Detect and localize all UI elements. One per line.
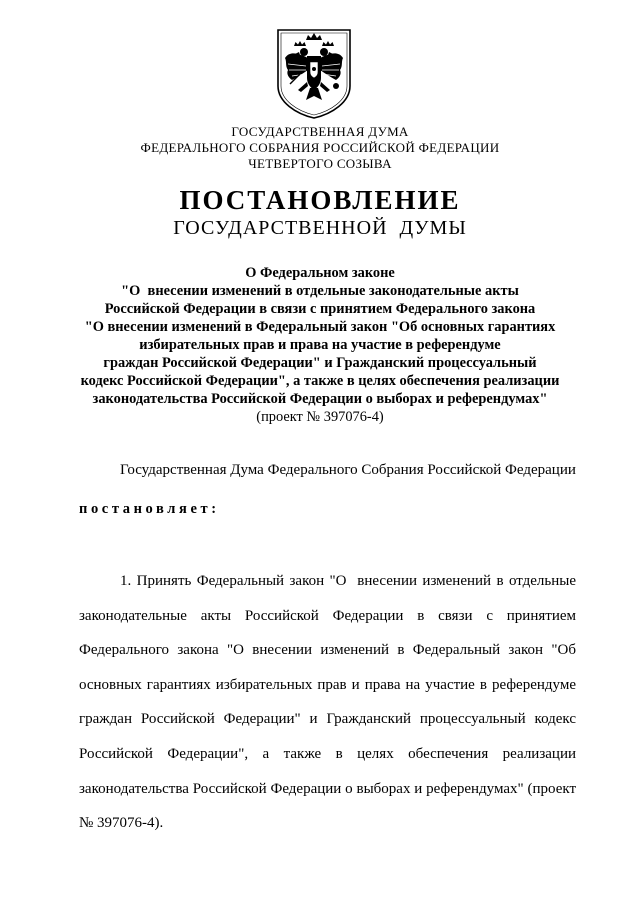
header-line-2: ФЕДЕРАЛЬНОГО СОБРАНИЯ РОССИЙСКОЙ ФЕДЕРАЦИИ (140, 140, 500, 155)
russian-coat-of-arms-icon (276, 28, 352, 120)
subject-line: "О внесении изменений в отдельные законодательные акты (121, 283, 519, 299)
subject-line: "О внесении изменений в Федеральный закон "Об основных гарантиях (84, 319, 556, 335)
paragraph-1 (79, 564, 576, 841)
project-number: (проект № 397076-4) (256, 409, 384, 425)
paragraph-line: № 397076-4). (79, 815, 164, 832)
decides-label: постановляет: (79, 501, 220, 517)
subject-line: кодекс Российской Федерации", а также в целях обеспечения реализации (80, 373, 560, 389)
paragraph-line: законодательные акты Российской Федерации в связи с принятием (79, 607, 576, 624)
header-line-3: ЧЕТВЕРТОГО СОЗЫВА (248, 156, 392, 171)
subject-line: О Федеральном законе (245, 265, 395, 281)
document-subject (60, 264, 580, 408)
subject-line: Российской Федерации в связи с принятием Федерального закона (104, 301, 536, 317)
paragraph-line: Федерального закона "О внесении изменений в Федеральный закон "Об (79, 642, 576, 659)
header-line-1: ГОСУДАРСТВЕННАЯ ДУМА (231, 124, 409, 139)
preamble: Государственная Дума Федерального Собрания Российской Федерации (120, 462, 576, 478)
paragraph-line: 1. Принять Федеральный закон "О внесении изменений в отдельные (120, 573, 576, 589)
paragraph-line: граждан Российской Федерации" и Гражданский процессуальный кодекс (79, 711, 576, 728)
paragraph-line: основных гарантиях избирательных прав и права на участие в референдуме (79, 676, 576, 693)
paragraph-line: законодательства Российской Федерации о выборах и референдумах" (проект (79, 780, 576, 797)
paragraph-line: Российской Федерации", а также в целях обеспечения реализации (79, 745, 576, 762)
document-issuer: ГОСУДАРСТВЕННОЙ ДУМЫ (173, 217, 467, 239)
document-type: ПОСТАНОВЛЕНИЕ (179, 185, 461, 215)
subject-line: граждан Российской Федерации" и Гражданский процессуальный (103, 355, 537, 371)
subject-line: законодательства Российской Федерации о выборах и референдумах" (92, 391, 548, 407)
subject-line: избирательных прав и права на участие в референдуме (139, 337, 501, 353)
